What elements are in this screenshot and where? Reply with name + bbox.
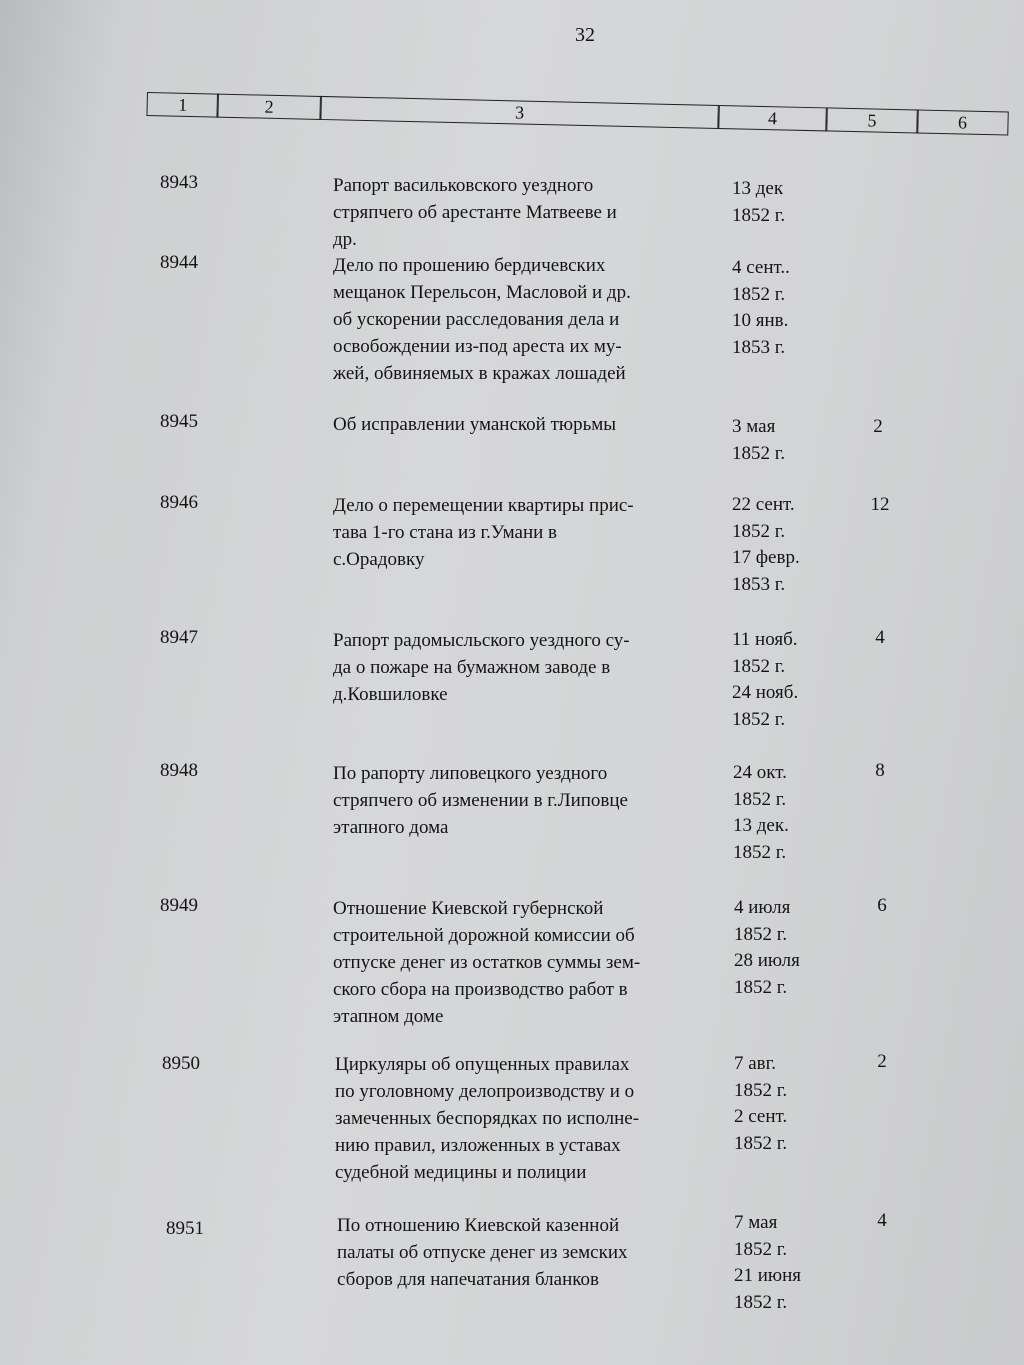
date-line: 1853 г. [732, 336, 786, 358]
title-line: палаты об отпуске денег из земских [337, 1242, 628, 1263]
date-line: 13 дек. [733, 815, 789, 836]
title-line: др. [333, 229, 357, 250]
entry-dates [732, 414, 842, 467]
entry-title [333, 627, 723, 708]
date-line: 3 мая [732, 416, 776, 437]
entry-sheets: 4 [877, 1210, 887, 1231]
date-line: 10 янв. [732, 310, 789, 331]
title-line: отпуске денег из остатков суммы зем- [333, 952, 641, 973]
title-line: ского сбора на производство работ в [333, 979, 628, 1000]
date-line: 1852 г. [732, 655, 786, 677]
date-line: 1852 г. [734, 1079, 788, 1101]
entry-sheets: 6 [877, 895, 887, 916]
date-line: 1852 г. [734, 923, 788, 945]
entry-number: 8948 [160, 760, 198, 781]
entry-sheets: 2 [877, 1051, 887, 1072]
entry-sheets: 8 [875, 760, 885, 781]
column-header-6: 6 [916, 109, 1009, 135]
date-line: 1852 г. [734, 1132, 788, 1154]
entry-title [335, 1051, 725, 1186]
date-line: 1853 г. [732, 573, 786, 595]
title-line: с.Орадовку [333, 549, 425, 570]
title-line: тава 1-го стана из г.Умани в [333, 522, 558, 543]
title-line: этапном доме [333, 1006, 444, 1027]
column-header-4: 4 [717, 105, 828, 131]
entry-dates [733, 760, 843, 866]
date-line: 1852 г. [732, 442, 786, 464]
entry-number: 8951 [166, 1218, 204, 1239]
entry-title [333, 760, 723, 841]
title-line: нию правил, изложенных в уставах [335, 1135, 621, 1156]
entry-dates [734, 1051, 844, 1157]
title-line: По отношению Киевской казенной [337, 1215, 620, 1236]
entry-number: 8943 [160, 172, 198, 193]
date-line: 1852 г. [732, 520, 786, 542]
title-line: сборов для напечатания бланков [337, 1269, 599, 1290]
page-number: 32 [575, 24, 595, 46]
title-line: об ускорении расследования дела и [333, 309, 620, 330]
date-line: 1852 г. [733, 788, 787, 810]
title-line: стряпчего об изменении в г.Липовце [333, 790, 628, 811]
entry-title [333, 492, 723, 573]
title-line: Отношение Киевской губернской [333, 898, 604, 919]
entry-title [333, 411, 723, 438]
title-line: По рапорту липовецкого уездного [333, 763, 608, 784]
entry-number: 8945 [160, 411, 198, 432]
entry-title [337, 1212, 727, 1293]
date-line: 13 дек [732, 178, 784, 199]
title-line: Об исправлении уманской тюрьмы [333, 414, 617, 435]
date-line: 24 нояб. [732, 682, 799, 703]
title-line: строительной дорожной комиссии об [333, 925, 635, 946]
column-header-5: 5 [825, 107, 919, 133]
date-line: 21 июня [734, 1265, 802, 1286]
title-line: Дело о перемещении квартиры прис- [333, 495, 634, 516]
entry-number: 8947 [160, 627, 198, 648]
date-line: 4 июля [734, 897, 791, 918]
column-header-2: 2 [216, 94, 322, 120]
date-line: 1852 г. [733, 841, 787, 863]
entry-title [333, 172, 723, 253]
date-line: 1852 г. [734, 976, 788, 998]
entry-sheets: 2 [873, 416, 883, 437]
title-line: д.Ковшиловке [333, 684, 448, 705]
date-line: 1852 г. [732, 204, 786, 226]
title-line: этапного дома [333, 817, 449, 838]
column-header-3: 3 [319, 96, 719, 129]
date-line: 1852 г. [734, 1238, 788, 1260]
title-line: жей, обвиняемых в кражах лошадей [333, 363, 626, 384]
entry-dates [734, 1210, 844, 1316]
date-line: 1852 г. [732, 708, 786, 730]
entry-dates [732, 176, 842, 229]
entry-sheets: 4 [875, 627, 885, 648]
date-line: 7 мая [734, 1212, 778, 1233]
date-line: 7 авг. [734, 1053, 777, 1074]
entry-number: 8950 [162, 1053, 200, 1074]
title-line: Рапорт радомысльского уездного су- [333, 630, 630, 651]
date-line: 4 сент.. [732, 257, 790, 278]
title-line: мещанок Перельсон, Масловой и др. [333, 282, 631, 303]
entry-dates [732, 255, 842, 361]
title-line: по уголовному делопроизводству и о [335, 1081, 635, 1102]
title-line: освобождении из-под ареста их му- [333, 336, 622, 357]
title-line: да о пожаре на бумажном заводе в [333, 657, 611, 678]
title-line: Дело по прошению бердичевских [333, 255, 606, 276]
date-line: 22 сент. [732, 494, 795, 515]
entry-dates [732, 627, 842, 733]
title-line: Циркуляры об опущенных правилах [335, 1054, 630, 1075]
date-line: 17 февр. [732, 547, 800, 568]
entry-title [333, 252, 723, 387]
date-line: 11 нояб. [732, 629, 798, 650]
entry-number: 8946 [160, 492, 198, 513]
title-line: судебной медицины и полиции [335, 1162, 587, 1183]
date-line: 1852 г. [732, 283, 786, 305]
title-line: стряпчего об арестанте Матвееве и [333, 202, 617, 223]
column-header-1: 1 [146, 92, 219, 118]
date-line: 24 окт. [733, 762, 787, 783]
entry-dates [734, 895, 844, 1001]
entry-sheets: 12 [870, 494, 890, 515]
title-line: Рапорт васильковского уездного [333, 175, 594, 196]
title-line: замеченных беспорядках по исполне- [335, 1108, 640, 1129]
date-line: 1852 г. [734, 1291, 788, 1313]
entry-number: 8949 [160, 895, 198, 916]
entry-number: 8944 [160, 252, 198, 273]
entry-title [333, 895, 723, 1030]
date-line: 2 сент. [734, 1106, 788, 1127]
date-line: 28 июля [734, 950, 800, 971]
entry-dates [732, 492, 842, 598]
